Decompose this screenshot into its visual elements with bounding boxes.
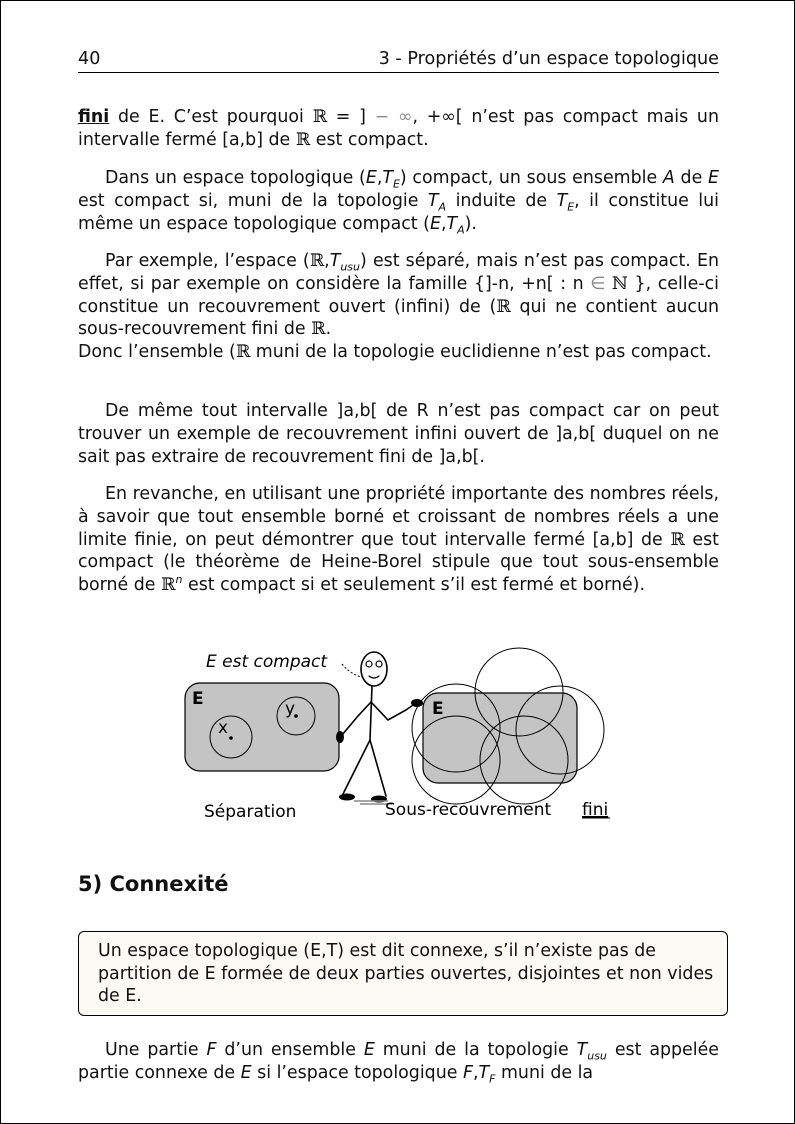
paragraph-partie-connexe: Une partie F d’un ensemble E muni de la topologie $T_{usu}$ est appelée partie connexe de E si l’espace topologique $F,T_F$ muni de la <box>78 1040 719 1086</box>
right-hand <box>411 699 423 707</box>
left-hand <box>336 731 344 743</box>
paragraph-exemple-R: Par exemple, l’espace $(ℝ,T_{usu})$ est séparé, mais n’est pas compact. En effet, si par exemple on considère la famille {]-n, +n[ : n ∈ ℕ }, celle-ci constitue un recouvrement ouvert (infini) de (ℝ qui ne contient aucun sous-recouvrement fini de ℝ. Donc l’ensemble (ℝ muni de la topologie euclidienne n’est pas compact. <box>78 251 719 363</box>
page-number: 40 <box>78 49 101 69</box>
term-fini: fini <box>78 107 110 127</box>
definition-box <box>78 931 728 1016</box>
set-e-right <box>423 693 577 783</box>
label-sous-recouvrement: Sous-recouvrement <box>385 800 552 820</box>
paragraph-sous-ensemble: Dans un espace topologique $(E,T_E)$ compact, un sous ensemble A de E est compact si, muni de la topologie $T_A$ induite de $T_E$, il constitue lui même un espace topologique compact $(E,T_A)$. <box>78 168 719 237</box>
stick-figure <box>342 652 416 796</box>
point-x <box>229 736 233 740</box>
definition-text: Un espace topologique (E,T) est dit connexe, s’il n’existe pas de partition de E formée de deux parties ouvertes, disjointes et non vides de E. <box>98 941 714 1007</box>
paragraph-heine-borel: En revanche, en utilisant une propriété importante des nombres réels, à savoir que tout ensemble borné et croissant de nombres réels a une limite finie, on peut démontrer que tout intervalle fermé [a,b] de ℝ est compact (le théorème de Heine-Borel stipule que tout sous-ensemble borné de ℝ$^n$ est compact si et seulement s’il est fermé et borné). <box>78 484 719 596</box>
chapter-title: 3 - Propriétés d’un espace topologique <box>378 49 719 69</box>
paragraph-intervalle-ouvert: De même tout intervalle ]a,b[ de R n’est pas compact car on peut trouver un exemple de recouvrement infini ouvert de ]a,b[ duquel on ne sait pas extraire de recouvrement fini de ]a,b[. <box>78 401 719 467</box>
left-foot <box>339 794 355 801</box>
label-separation: Séparation <box>204 802 297 822</box>
caption-e-est-compact: E est compact <box>206 652 328 672</box>
section-title: 5) Connexité <box>78 872 229 896</box>
paragraph-compact-R: fini de E. C’est pourquoi ℝ = ] − ∞, +∞[ n’est pas compact mais un intervalle fermé [a,b] de ℝ est compact. <box>78 107 719 150</box>
running-head <box>78 48 719 73</box>
label-e-left: E <box>192 689 204 709</box>
label-y: y <box>285 699 296 719</box>
label-x: x <box>218 718 229 738</box>
set-e-left <box>185 683 339 771</box>
label-e-right: E <box>432 699 444 719</box>
label-fini: fini <box>582 800 609 820</box>
compactness-illustration <box>180 640 620 830</box>
